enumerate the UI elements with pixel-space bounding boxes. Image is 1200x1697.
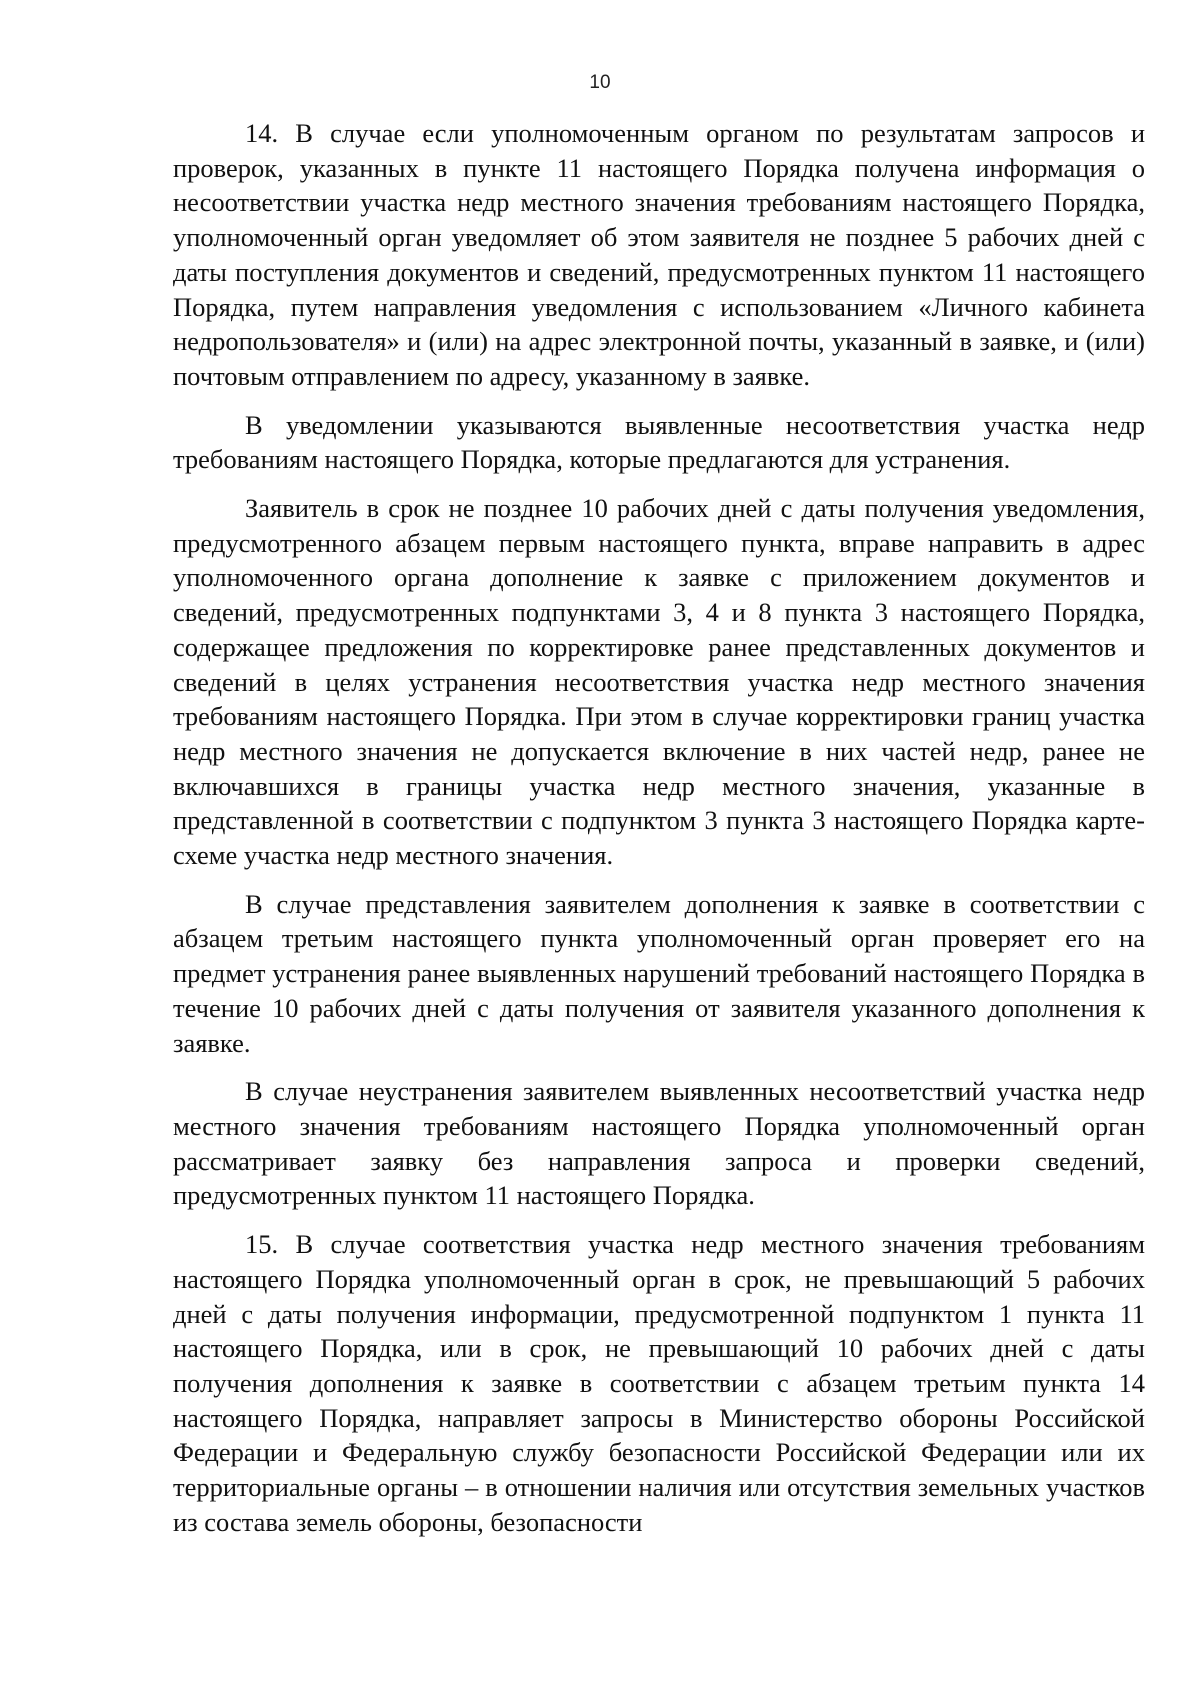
paragraph-non-elimination: В случае неустранения заявителем выявленных несоответствий участка недр местного значения требованиям настоящего Порядка уполномоченный орган рассматривает заявку без направления запроса и проверки сведений, предусмотренных пунктом 11 настоящего Порядка. bbox=[173, 1076, 1145, 1211]
paragraph-15: 15. В случае соответствия участка недр местного значения требованиям настоящего Порядка уполномоченный орган в срок, не превышающий 5 рабочих дней с даты получения информации, предусмотренной подпунктом 1 пункта 11 настоящего Порядка, или в срок, не превышающий 10 рабочих дней с даты получения дополнения к заявке в соответствии с абзацем третьим пункта 14 настоящего Порядка, направляет запросы в Министерство обороны Российской Федерации и Федеральную службу безопасности Российской Федерации или их территориальные органы – в отношении наличия или отсутствия земельных участков из состава земель обороны, безопасности bbox=[173, 1229, 1145, 1537]
document-body bbox=[173, 116, 1145, 1553]
page-number: 10 bbox=[589, 72, 611, 93]
paragraph-supplement-review: В случае представления заявителем дополнения к заявке в соответствии с абзацем третьим настоящего пункта уполномоченный орган проверяет его на предмет устранения ранее выявленных нарушений требований настоящего Порядка в течение 10 рабочих дней с даты получения от заявителя указанного дополнения к заявке. bbox=[173, 888, 1145, 1058]
paragraph-14: 14. В случае если уполномоченным органом по результатам запросов и проверок, указанных в пункте 11 настоящего Порядка получена информация о несоответствии участка недр местного значения требованиям настоящего Порядка, уполномоченный орган уведомляет об этом заявителя не позднее 5 рабочих дней с даты поступления документов и сведений, предусмотренных пунктом 11 настоящего Порядка, путем направления уведомления с использованием «Личного кабинета недропользователя» и (или) на адрес электронной почты, указанный в заявке, и (или) почтовым отправлением по адресу, указанному в заявке. bbox=[173, 118, 1145, 391]
paragraph-applicant-supplement: Заявитель в срок не позднее 10 рабочих дней с даты получения уведомления, предусмотренного абзацем первым настоящего пункта, вправе направить в адрес уполномоченного органа дополнение к заявке с приложением документов и сведений, предусмотренных подпунктами 3, 4 и 8 пункта 3 настоящего Порядка, содержащее предложения по корректировке ранее представленных документов и сведений в целях устранения несоответствия участка недр местного значения требованиям настоящего Порядка. При этом в случае корректировки границ участка недр местного значения не допускается включение в них частей недр, ранее не включавшихся в границы участка недр местного значения, указанные в представленной в соответствии с подпунктом 3 пункта 3 настоящего Порядка карте-схеме участка недр местного значения. bbox=[173, 493, 1145, 871]
paragraph-notice-content: В уведомлении указываются выявленные несоответствия участка недр требованиям настоящего Порядка, которые предлагаются для устранения. bbox=[173, 409, 1145, 475]
